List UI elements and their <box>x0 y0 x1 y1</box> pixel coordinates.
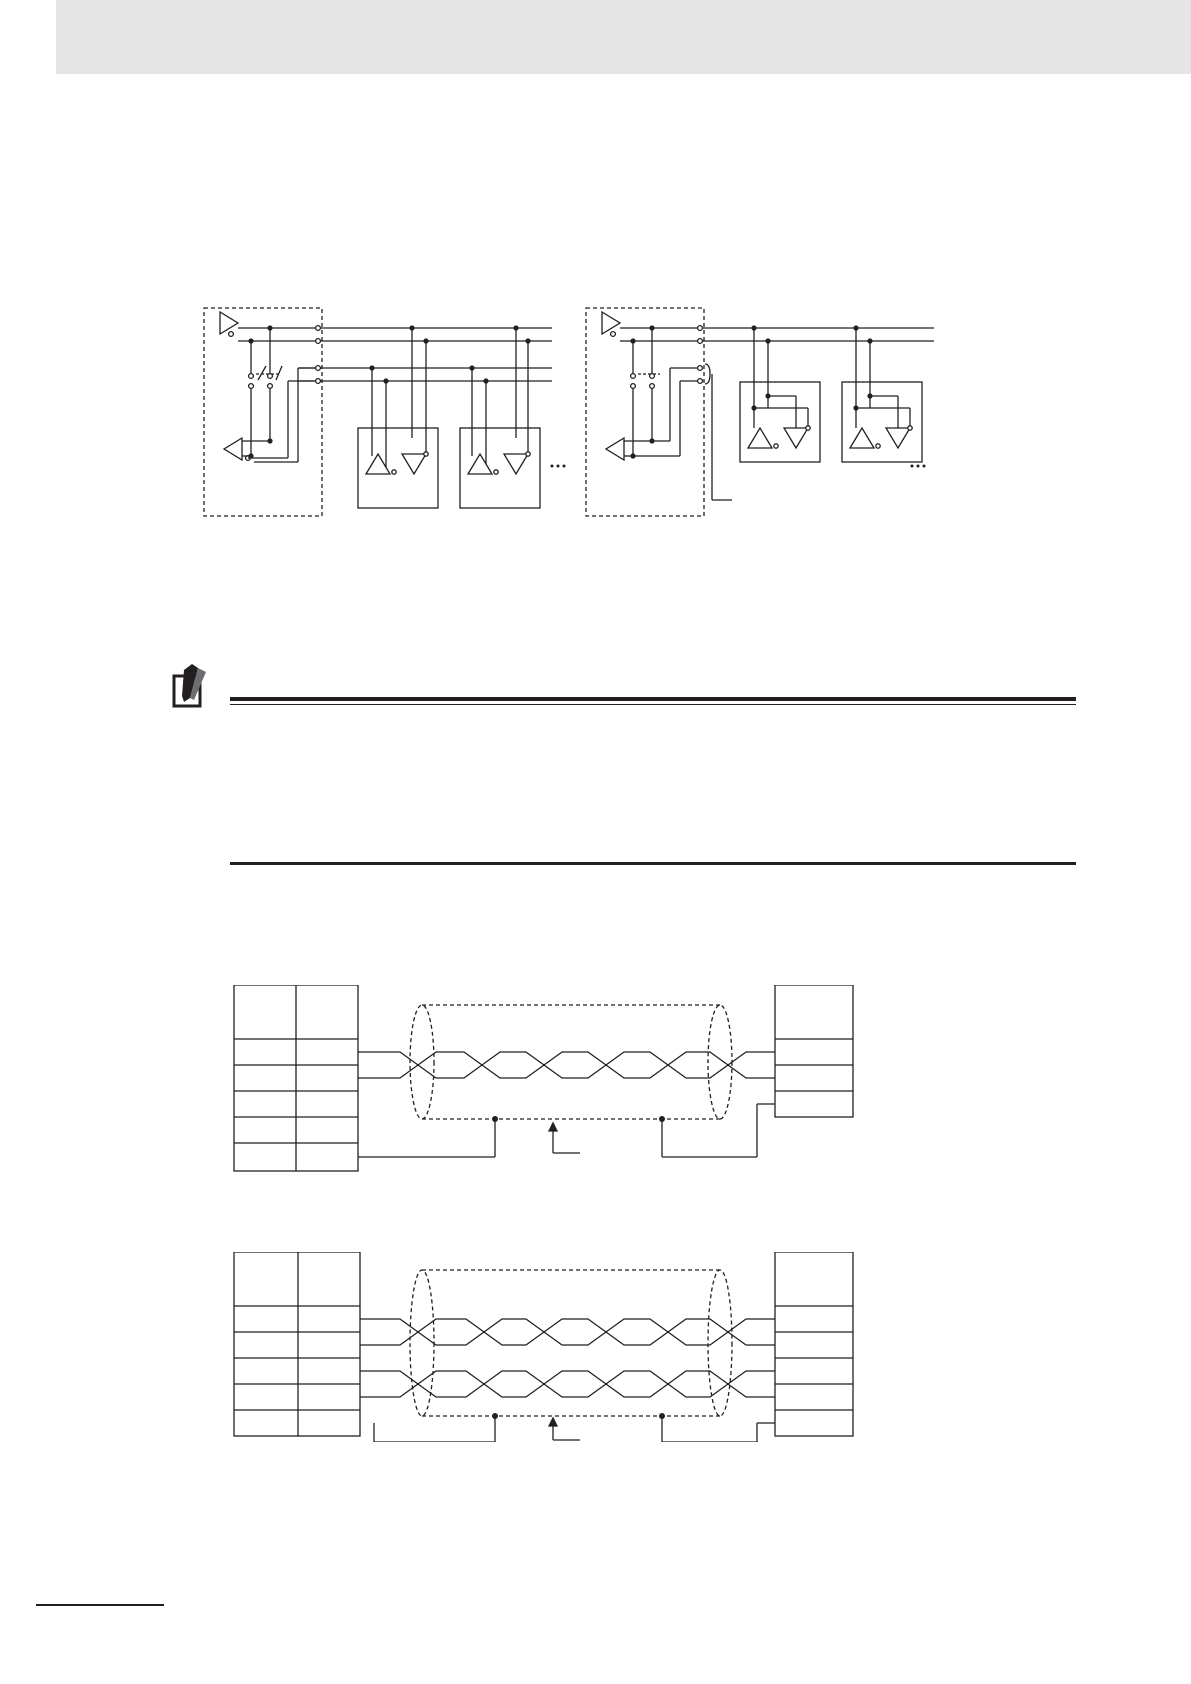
terminator-box-right <box>586 308 704 516</box>
switch-left-a <box>258 366 266 380</box>
open-terminal-bracket <box>705 364 710 384</box>
precautions-top-rule-thin <box>230 704 1076 705</box>
multidrop-wiring-diagram <box>180 296 960 556</box>
terminator-box-left <box>204 308 322 516</box>
driver-icon <box>220 312 238 334</box>
page-header-band <box>56 0 1191 74</box>
switch-left-b <box>276 366 282 380</box>
receiver-icon <box>224 438 242 460</box>
footer-rule <box>36 1604 164 1606</box>
precautions-top-rule <box>230 697 1076 701</box>
two-wire-cable-diagram <box>230 985 870 1175</box>
precautions-bottom-rule <box>230 862 1076 865</box>
precautions-pencil-icon <box>172 664 208 708</box>
four-wire-cable-diagram <box>230 1252 870 1442</box>
